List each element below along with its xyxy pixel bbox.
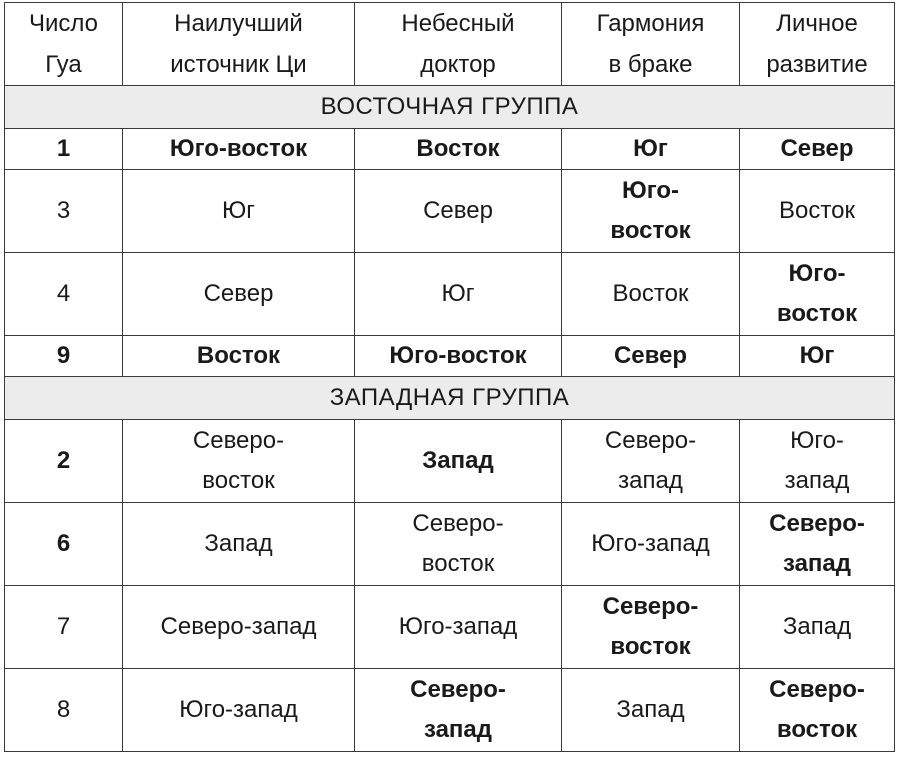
cell-text: Запад <box>422 447 494 474</box>
cell-text: Северо- <box>604 427 697 454</box>
header-heavenly-doctor: Небесный доктор <box>355 3 562 86</box>
group-title: ЗАПАДНАЯ ГРУППА <box>5 377 895 420</box>
cell-text: восток <box>421 550 495 577</box>
personal-growth-cell <box>740 586 895 669</box>
best-qi-source-cell <box>123 420 355 503</box>
table-body <box>5 86 895 752</box>
gua-number-cell: 8 <box>5 669 123 752</box>
table-row <box>5 336 895 377</box>
personal-growth-cell <box>740 253 895 336</box>
cell-text: Юго-запад <box>179 696 298 723</box>
table-row <box>5 420 895 503</box>
cell-text: восток <box>610 633 691 660</box>
gua-directions-table <box>4 2 895 752</box>
gua-number-cell: 4 <box>5 253 123 336</box>
personal-growth-cell <box>740 669 895 752</box>
cell-text: запад <box>782 550 852 577</box>
marriage-harmony-cell <box>562 420 740 503</box>
cell-text: Северо- <box>410 676 506 703</box>
cell-text: Северо- <box>192 427 285 454</box>
gua-number-cell: 6 <box>5 503 123 586</box>
table-row <box>5 253 895 336</box>
heavenly-doctor-cell <box>355 669 562 752</box>
header-best-qi-source: Наилучший источник Ци <box>123 3 355 86</box>
group-title: ВОСТОЧНАЯ ГРУППА <box>5 86 895 129</box>
table-row <box>5 129 895 170</box>
cell-text: Юг <box>441 280 475 307</box>
table-row <box>5 669 895 752</box>
cell-text: Север <box>613 342 688 369</box>
cell-text: Юго-восток <box>169 135 308 162</box>
cell-text: Северо- <box>602 593 699 620</box>
cell-text: Северо- <box>769 676 865 703</box>
personal-growth-cell <box>740 503 895 586</box>
marriage-harmony-cell <box>562 129 740 170</box>
marriage-harmony-cell <box>562 503 740 586</box>
best-qi-source-cell <box>123 253 355 336</box>
cell-text: Север <box>203 280 274 307</box>
cell-text: восток <box>776 300 858 327</box>
header-personal-growth: Личное развитие <box>740 3 895 86</box>
cell-text: запад <box>618 467 683 494</box>
best-qi-source-cell <box>123 586 355 669</box>
gua-number-cell: 9 <box>5 336 123 377</box>
cell-text: восток <box>202 467 275 494</box>
table-row <box>5 170 895 253</box>
cell-text: Северо- <box>769 510 865 537</box>
heavenly-doctor-cell <box>355 336 562 377</box>
cell-text: Север <box>423 197 493 224</box>
header-gua-number: Число Гуа <box>5 3 123 86</box>
cell-text: Восток <box>196 342 281 369</box>
cell-text: Север <box>780 135 854 162</box>
cell-text: Запад <box>782 613 852 640</box>
cell-text: Запад <box>204 530 273 557</box>
cell-text: восток <box>610 217 691 244</box>
personal-growth-cell <box>740 170 895 253</box>
cell-text: Юго-восток <box>389 342 527 369</box>
cell-text: Запад <box>616 696 685 723</box>
cell-text: Северо- <box>412 510 504 537</box>
cell-text: Восток <box>779 197 855 224</box>
gua-number-cell: 3 <box>5 170 123 253</box>
heavenly-doctor-cell <box>355 253 562 336</box>
cell-text: Юго-запад <box>398 613 518 640</box>
heavenly-doctor-cell <box>355 420 562 503</box>
best-qi-source-cell <box>123 129 355 170</box>
heavenly-doctor-cell <box>355 586 562 669</box>
group-header-row <box>5 86 895 129</box>
heavenly-doctor-cell <box>355 503 562 586</box>
cell-text: Юг <box>633 135 668 162</box>
gua-number-cell: 7 <box>5 586 123 669</box>
cell-text: Юго-запад <box>591 530 710 557</box>
marriage-harmony-cell <box>562 586 740 669</box>
cell-text: Юго- <box>621 177 680 204</box>
group-header-row <box>5 377 895 420</box>
cell-text: Юг <box>222 197 255 224</box>
best-qi-source-cell <box>123 336 355 377</box>
heavenly-doctor-cell <box>355 129 562 170</box>
cell-text: запад <box>784 467 850 494</box>
gua-number-cell: 2 <box>5 420 123 503</box>
cell-text: Юго- <box>790 427 844 454</box>
personal-growth-cell <box>740 129 895 170</box>
header-marriage-harmony: Гармония в браке <box>562 3 740 86</box>
heavenly-doctor-cell <box>355 170 562 253</box>
best-qi-source-cell <box>123 503 355 586</box>
cell-text: Восток <box>612 280 689 307</box>
cell-text: запад <box>423 716 493 743</box>
gua-number-cell: 1 <box>5 129 123 170</box>
cell-text: Восток <box>416 135 500 162</box>
marriage-harmony-cell <box>562 253 740 336</box>
cell-text: восток <box>776 716 858 743</box>
best-qi-source-cell <box>123 170 355 253</box>
marriage-harmony-cell <box>562 170 740 253</box>
cell-text: Юг <box>799 342 835 369</box>
header-row <box>5 3 895 86</box>
cell-text: Северо-запад <box>160 613 317 640</box>
best-qi-source-cell <box>123 669 355 752</box>
table-row <box>5 586 895 669</box>
marriage-harmony-cell <box>562 669 740 752</box>
table-row <box>5 503 895 586</box>
marriage-harmony-cell <box>562 336 740 377</box>
personal-growth-cell <box>740 420 895 503</box>
cell-text: Юго- <box>788 260 846 287</box>
personal-growth-cell <box>740 336 895 377</box>
